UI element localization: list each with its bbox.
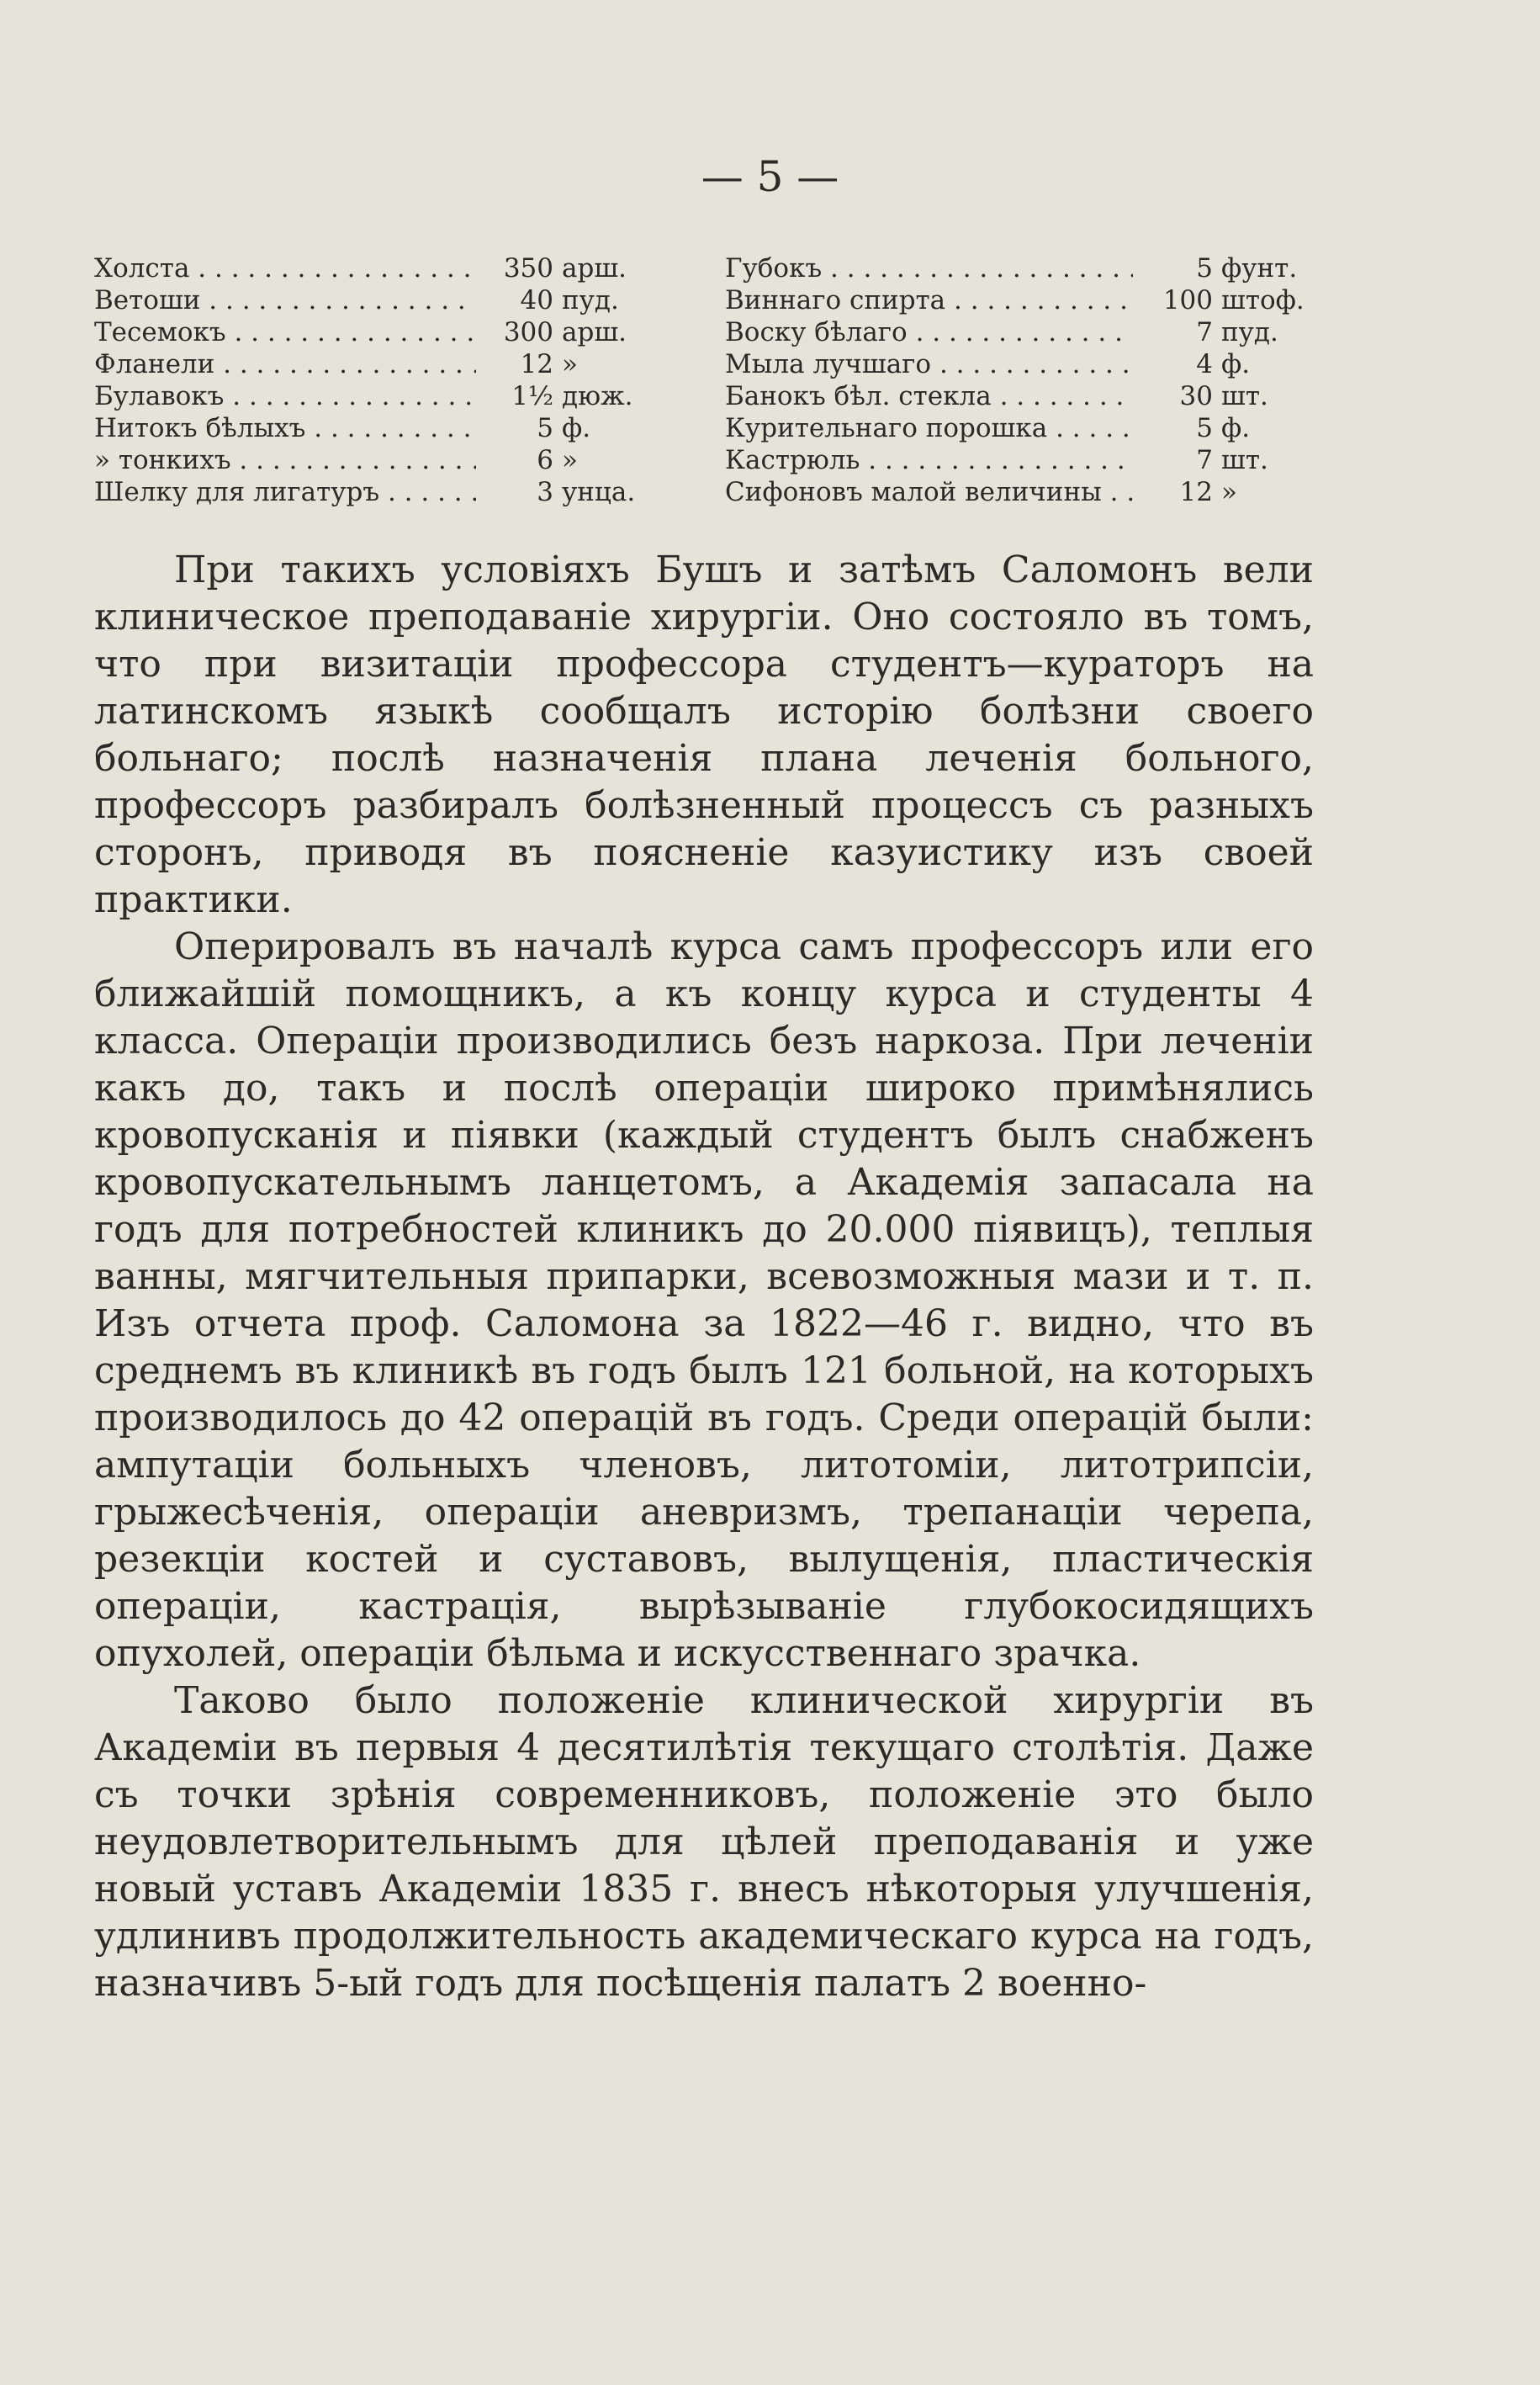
item-name: Воску бѣлаго . . .	[725, 316, 1133, 348]
item-unit: фунт.	[1221, 253, 1298, 284]
item-quantity: 350	[503, 253, 553, 284]
item-name: Виннаго спирта . . .	[725, 284, 1133, 316]
inventory-row	[725, 380, 1314, 412]
item-unit: унца.	[562, 477, 636, 507]
inventory-row	[94, 316, 696, 348]
item-unit: ф.	[1221, 413, 1251, 443]
item-name: Курительнаго порошка . . .	[725, 412, 1133, 444]
item-name: Сифоновъ малой величины . . .	[725, 476, 1133, 508]
inventory-row	[725, 412, 1314, 444]
item-name: Мыла лучшаго . . .	[725, 348, 1133, 380]
item-quantity: 300	[503, 317, 553, 347]
inventory-right-column	[725, 252, 1314, 508]
item-quantity: 12	[520, 349, 553, 379]
inventory-row	[725, 476, 1314, 508]
inventory-row	[725, 444, 1314, 476]
item-name: Ветоши . . .	[94, 284, 476, 316]
inventory-row	[725, 284, 1314, 316]
item-name: Кастрюль . . .	[725, 444, 1133, 476]
item-unit: дюж.	[562, 381, 633, 411]
paragraph: Оперировалъ въ началѣ курса самъ профессоръ или его ближайшій помощникъ, а къ концу курса и студенты 4 класса. Операціи производились безъ наркоза. При леченіи какъ до, такъ и послѣ операціи широко примѣнялись кровопусканія и піявки (каждый студентъ былъ снабженъ кровопускательнымъ ланцетомъ, а Академія запасала на годъ для потребностей клиникъ до 20.000 піявицъ), теплыя ванны, мягчительныя припарки, всевозможныя мази и т. п. Изъ отчета проф. Саломона за 1822—46 г. видно, что въ среднемъ въ клиникѣ въ годъ былъ 121 больной, на которыхъ производилось до 42 операцій въ годъ. Среди операцій были: ампутаціи больныхъ членовъ, литотоміи, литотрипсіи, грыжесѣченія, операціи аневризмъ, трепанаціи черепа, резекціи костей и суставовъ, вылущенія, пластическія операціи, кастрація, вырѣзываніе глубокосидящихъ опухолей, операціи бѣльма и искусственнаго зрачка.	[94, 925, 1314, 1675]
item-name: Банокъ бѣл. стекла . . .	[725, 380, 1133, 412]
item-quantity: 6	[537, 445, 553, 475]
item-quantity: 30	[1179, 381, 1213, 411]
item-quantity: 7	[1196, 317, 1213, 347]
item-quantity: 3	[537, 477, 553, 507]
item-name: Шелку для лигатуръ . . .	[94, 476, 476, 508]
inventory-row	[94, 412, 696, 444]
item-name: Тесемокъ . . .	[94, 316, 476, 348]
item-unit: ф.	[562, 413, 591, 443]
inventory-row	[725, 348, 1314, 380]
item-quantity: 12	[1179, 477, 1213, 507]
item-name: Фланели . . .	[94, 348, 476, 380]
inventory-row	[94, 380, 696, 412]
item-unit: »	[562, 445, 578, 475]
inventory-row	[725, 316, 1314, 348]
item-unit: арш.	[562, 317, 627, 347]
inventory-row	[94, 284, 696, 316]
item-unit: арш.	[562, 253, 627, 284]
item-unit: »	[1221, 477, 1237, 507]
item-quantity: 40	[520, 285, 553, 315]
inventory-row	[94, 348, 696, 380]
item-unit: шт.	[1221, 445, 1268, 475]
item-quantity: 100	[1162, 285, 1213, 315]
item-quantity: 5	[1196, 253, 1213, 284]
item-unit: шт.	[1221, 381, 1268, 411]
item-unit: пуд.	[562, 285, 619, 315]
item-quantity: 4	[1196, 349, 1213, 379]
item-name: Холста . . .	[94, 252, 476, 284]
inventory-left-column	[94, 252, 696, 508]
item-name: Булавокъ . . .	[94, 380, 476, 412]
item-name: Губокъ . . .	[725, 252, 1133, 284]
body-text	[94, 547, 1314, 2007]
inventory-row	[94, 476, 696, 508]
paragraph: При такихъ условіяхъ Бушъ и затѣмъ Саломонъ вели клиническое преподаваніе хирургіи. Оно состояло въ томъ, что при визитаціи профессора студентъ—кураторъ на латинскомъ языкѣ сообщалъ исторію болѣзни своего больнаго; послѣ назначенія плана леченія больного, профессоръ разбиралъ болѣзненный процессъ съ разныхъ сторонъ, приводя въ поясненіе казуистику изъ своей практики.	[94, 549, 1314, 921]
item-unit: ф.	[1221, 349, 1251, 379]
item-unit: пуд.	[1221, 317, 1278, 347]
item-unit: штоф.	[1221, 285, 1305, 315]
item-quantity: 7	[1196, 445, 1213, 475]
item-unit: »	[562, 349, 578, 379]
item-quantity: 5	[537, 413, 553, 443]
item-name: Нитокъ бѣлыхъ . . .	[94, 412, 476, 444]
item-quantity: 5	[1196, 413, 1213, 443]
paragraph: Таково было положеніе клинической хирургіи въ Академіи въ первыя 4 десятилѣтія текущаго столѣтія. Даже съ точки зрѣнія современниковъ, положеніе это было неудовлетворительнымъ для цѣлей преподаванія и уже новый уставъ Академіи 1835 г. внесъ нѣкоторыя улучшенія, удлинивъ продолжительность академическаго курса на годъ, назначивъ 5-ый годъ для посѣщенія палатъ 2 военно-	[94, 1679, 1314, 2005]
page-number: — 5 —	[701, 152, 839, 201]
item-quantity: 1½	[511, 381, 553, 411]
inventory-row	[725, 252, 1314, 284]
inventory-row	[94, 444, 696, 476]
item-name: » тонкихъ . . .	[94, 444, 476, 476]
inventory-row	[94, 252, 696, 284]
